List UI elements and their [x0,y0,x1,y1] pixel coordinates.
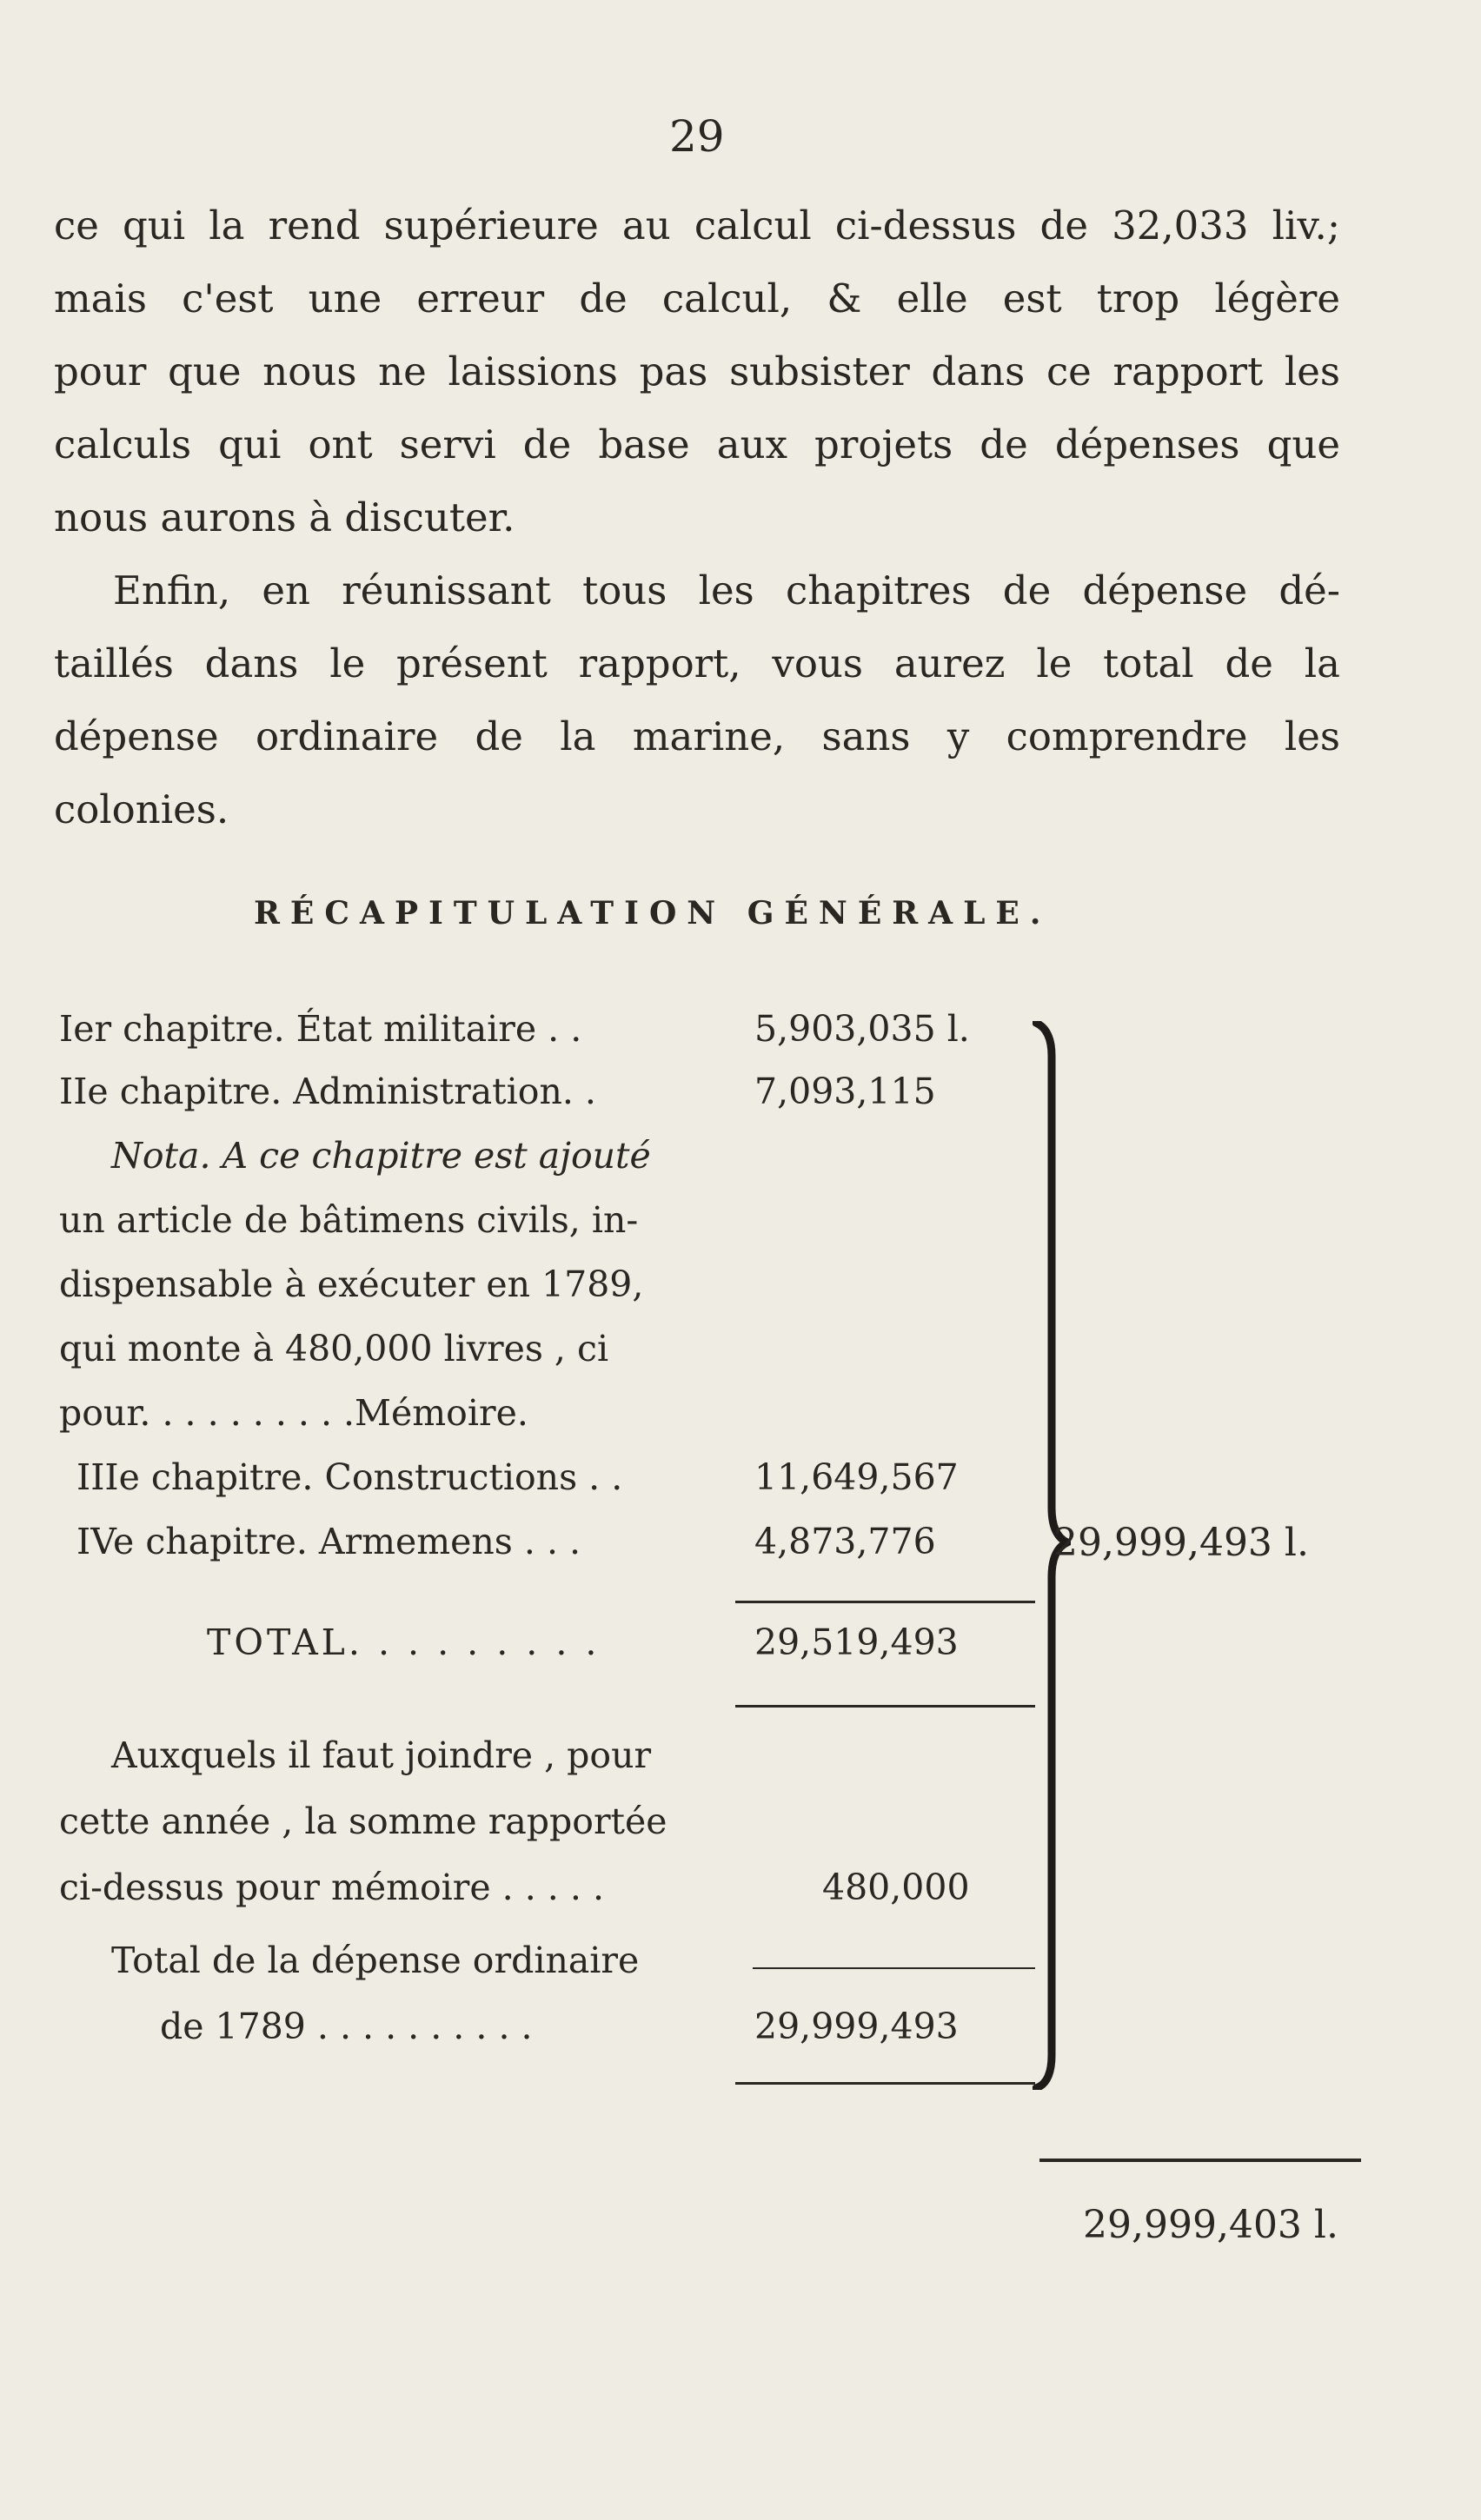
grand-total: 29,999,493 l. [1053,1521,1309,1565]
text-line: taillés dans le présent rapport, vous aurez le total de la [54,640,1340,686]
text-line: nous aurons à discuter. [54,494,515,540]
nota-line: Nota. A ce chapitre est ajouté [111,1135,651,1177]
sum-rule [735,1705,1035,1708]
sum-rule [735,1601,1035,1603]
nota-line: un article de bâtimens civils, in- [59,1199,639,1241]
total-ordinaire-amount: 29,999,493 [754,2006,959,2047]
total-amount: 29,519,493 [754,1621,959,1663]
page-number: 29 [669,111,725,162]
joindre-amount: 480,000 [822,1867,970,1908]
chapter-4-amount: 4,873,776 [754,1521,936,1562]
paragraph-calcul [54,189,1340,554]
final-total: 29,999,403 l. [1083,2203,1338,2247]
chapter-3-amount: 11,649,567 [754,1456,959,1498]
sum-rule [753,1967,1035,1969]
chapter-1-amount: 5,903,035 l. [754,1008,970,1050]
sum-rule [735,2082,1035,2085]
text-line: dépense ordinaire de la marine, sans y comprendre les [54,713,1340,759]
text-line: ce qui la rend supérieure au calcul ci-dessus de 32,033 liv.; [54,202,1340,249]
total-label: TOTAL. . . . . . . . . [207,1621,601,1663]
total-ordinaire-line: de 1789 . . . . . . . . . . [160,2006,533,2047]
section-heading: RÉCAPITULATION GÉNÉRALE. [254,895,1052,932]
text-line: calculs qui ont servi de base aux projets de dépenses que [54,421,1340,468]
paragraph-enfin [54,554,1340,846]
text-line: colonies. [54,786,229,832]
nota-line: pour. . . . . . . . . .Mémoire. [59,1392,528,1434]
final-rule [1039,2159,1361,2162]
chapter-1-label: Ier chapitre. État militaire . . [59,1008,582,1050]
text-line: pour que nous ne laissions pas subsister dans ce rapport les [54,348,1340,395]
total-ordinaire-line: Total de la dépense ordinaire [111,1940,640,1981]
nota-line: qui monte à 480,000 livres , ci [59,1328,609,1369]
nota-line: dispensable à exécuter en 1789, [59,1263,644,1305]
joindre-line: Auxquels il faut joindre , pour [111,1734,652,1776]
chapter-2-label: IIe chapitre. Administration. . [59,1071,596,1112]
chapter-3-label: IIIe chapitre. Constructions . . [76,1456,623,1498]
joindre-line: cette année , la somme rapportée [59,1800,667,1842]
chapter-2-amount: 7,093,115 [754,1071,936,1112]
text-line: Enfin, en réunissant tous les chapitres de dépense dé- [113,567,1340,613]
chapter-4-label: IVe chapitre. Armemens . . . [76,1521,581,1562]
joindre-line: ci-dessus pour mémoire . . . . . [59,1867,604,1908]
text-line: mais c'est une erreur de calcul, & elle est trop légère [54,275,1340,322]
